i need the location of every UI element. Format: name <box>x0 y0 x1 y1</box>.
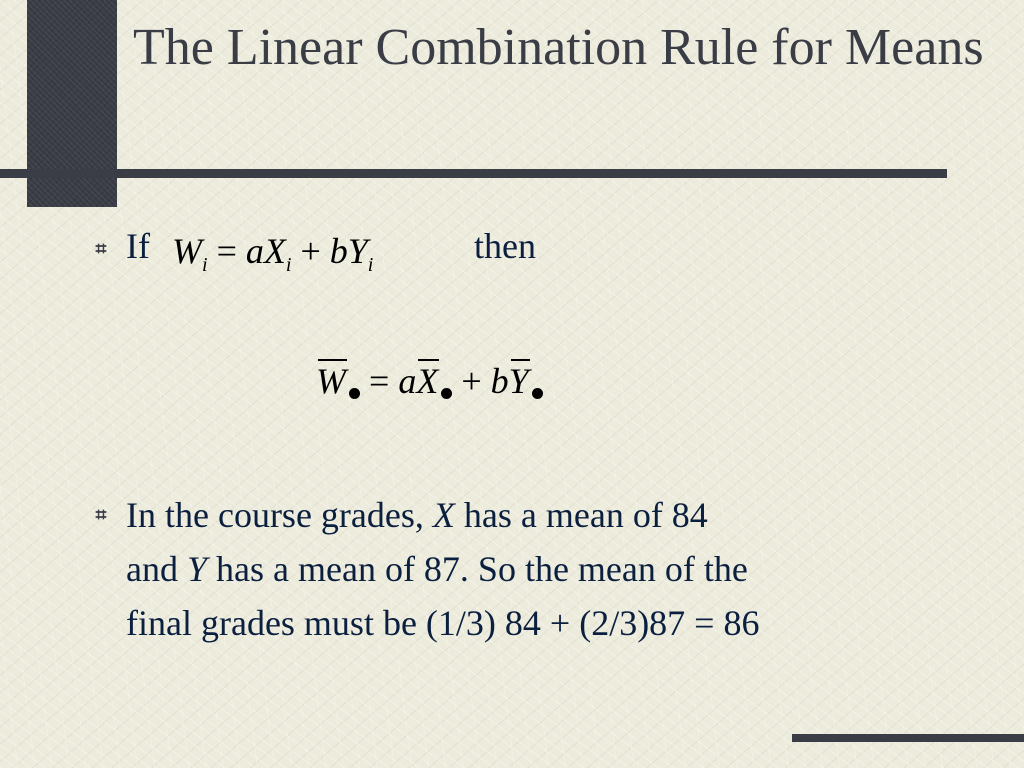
eq-y: Y <box>347 231 368 271</box>
dot-subscript-icon <box>349 388 360 399</box>
mean-coef-b: b <box>490 361 509 401</box>
eq-coef-b: b <box>329 231 348 271</box>
paragraph-line-2 <box>126 542 986 596</box>
bullet-icon: ⌗ <box>95 504 107 526</box>
paragraph-line-3: final grades must be (1/3) 84 + (2/3)87 = 86 <box>126 603 760 643</box>
mean-equation <box>316 356 543 406</box>
dot-subscript-icon <box>532 388 543 399</box>
eq-x: X <box>263 231 286 271</box>
dot-subscript-icon <box>441 388 452 399</box>
mean-eq-equals: = <box>369 361 390 401</box>
eq-x-subscript: i <box>285 254 292 276</box>
variable-y: Y <box>186 549 208 589</box>
text-run: In the course grades, <box>126 495 433 535</box>
text-run: has a mean of 84 <box>454 495 708 535</box>
eq-y-subscript: i <box>367 254 374 276</box>
mean-eq-plus: + <box>461 361 482 401</box>
title-divider-rule <box>0 169 947 178</box>
bullet-icon: ⌗ <box>95 238 107 260</box>
mean-w: W <box>316 356 346 406</box>
linear-combination-equation <box>172 226 373 276</box>
eq-equals: = <box>216 231 237 271</box>
mean-coef-a: a <box>398 361 417 401</box>
mean-y: Y <box>509 356 529 406</box>
eq-w-subscript: i <box>202 254 208 276</box>
if-label: If <box>126 226 150 266</box>
variable-x: X <box>432 495 455 535</box>
eq-plus: + <box>300 231 321 271</box>
eq-w: W <box>172 231 202 271</box>
then-label: then <box>474 226 536 266</box>
paragraph-line-1 <box>126 488 986 542</box>
eq-coef-a: a <box>245 231 264 271</box>
footer-rule <box>792 734 1024 742</box>
text-run: has a mean of 87. So the mean of the <box>207 549 748 589</box>
slide-title: The Linear Combination Rule for Means <box>133 19 984 76</box>
mean-x: X <box>416 356 438 406</box>
course-grades-paragraph <box>126 488 986 650</box>
text-run: and <box>126 549 187 589</box>
